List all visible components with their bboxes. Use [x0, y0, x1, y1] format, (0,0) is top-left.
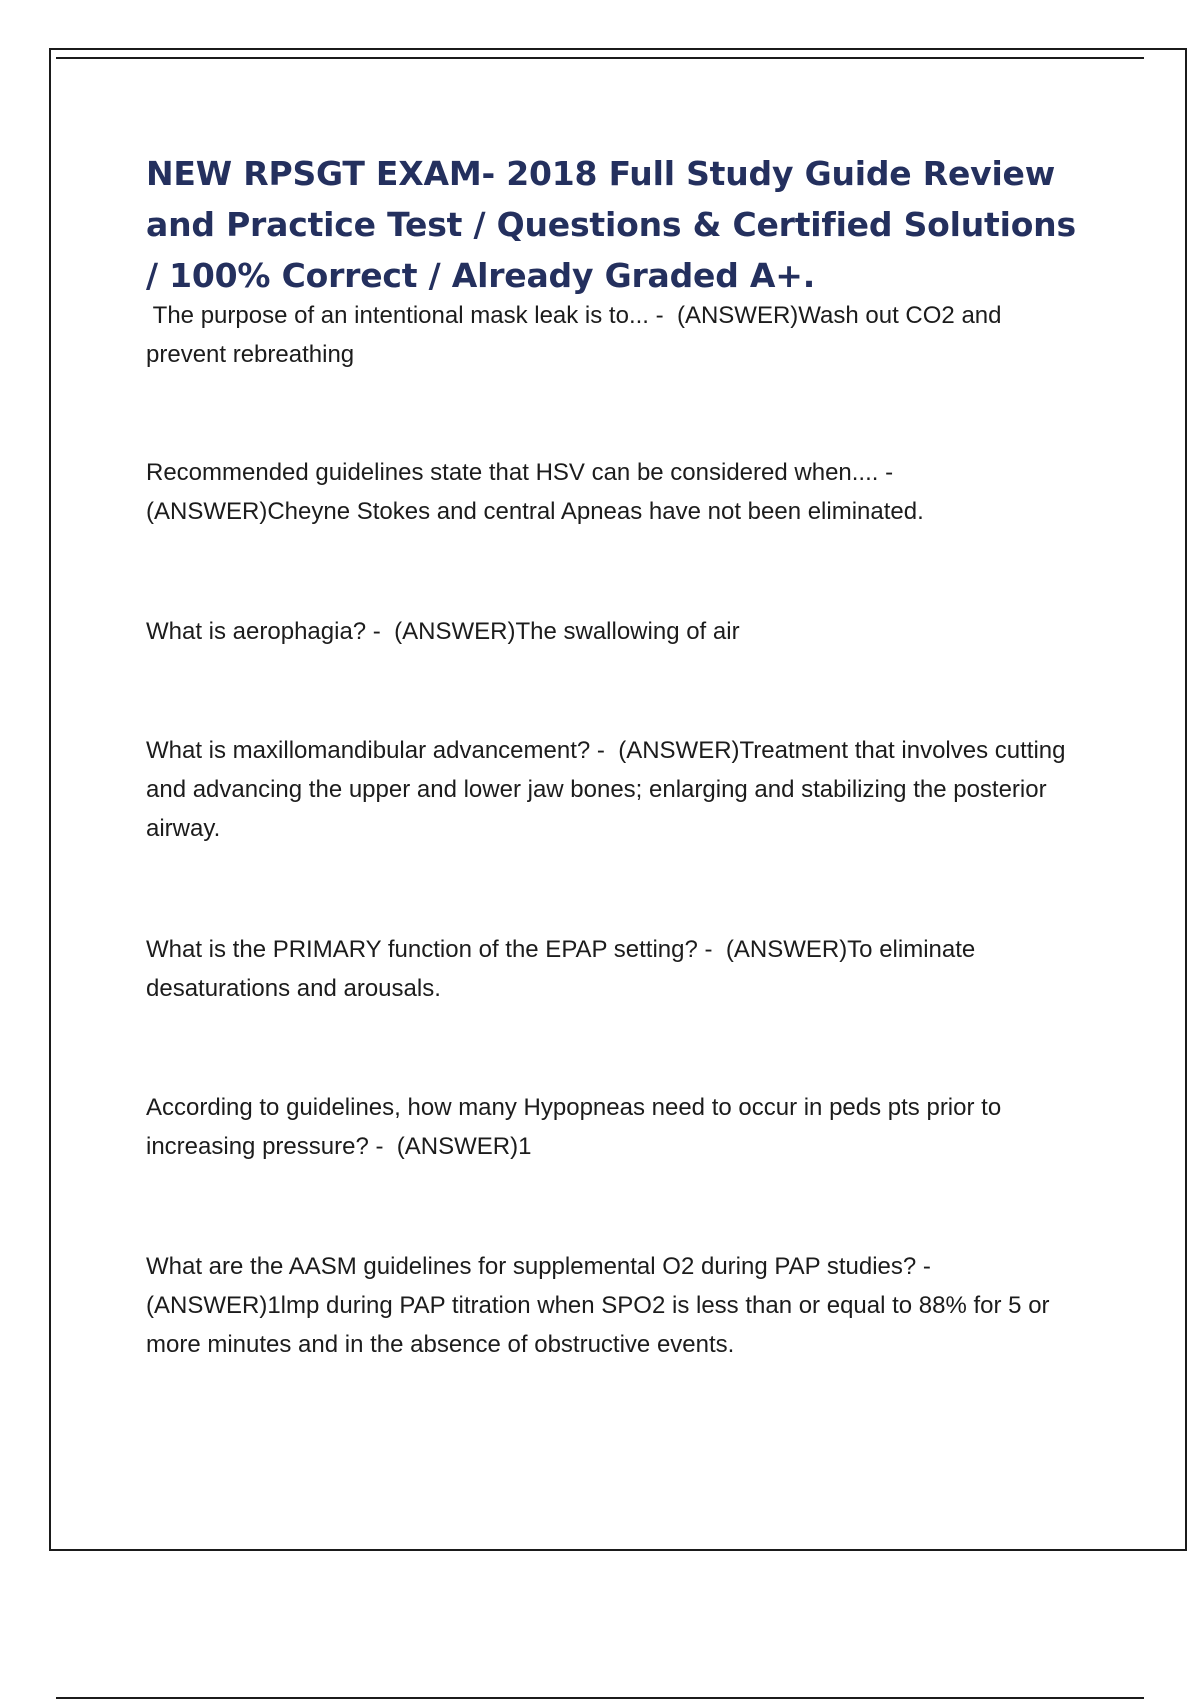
question-text: What are the AASM guidelines for supplemental O2 during PAP studies? - — [146, 1253, 938, 1280]
question-text: According to guidelines, how many Hypopneas need to occur in peds pts prior to increasing pressure? - — [146, 1094, 1008, 1160]
answer-text: (ANSWER)1 — [390, 1133, 532, 1160]
answer-text: (ANSWER)To eliminate desaturations and arousals. — [146, 936, 982, 1002]
qa-item — [146, 1088, 1086, 1166]
answer-text: (ANSWER)Wash out CO2 and prevent rebreathing — [146, 302, 1009, 368]
question-text: The purpose of an intentional mask leak is to... - — [146, 302, 671, 329]
question-text: What is maxillomandibular advancement? - — [146, 737, 612, 764]
qa-item — [146, 296, 1086, 374]
question-text: What is aerophagia? - — [146, 618, 388, 645]
answer-text: (ANSWER)Cheyne Stokes and central Apneas have not been eliminated. — [146, 498, 924, 525]
qa-item — [146, 453, 1086, 531]
qa-item — [146, 612, 1086, 651]
question-text: What is the PRIMARY function of the EPAP setting? - — [146, 936, 720, 963]
qa-item — [146, 930, 1086, 1008]
answer-text: (ANSWER)1lmp during PAP titration when SPO2 is less than or equal to 88% for 5 or more minutes and in the absence of obstructive events. — [146, 1292, 1057, 1358]
qa-item — [146, 731, 1086, 848]
question-text: Recommended guidelines state that HSV can be considered when.... - — [146, 459, 900, 486]
bottom-rule — [56, 1697, 1144, 1699]
answer-text: (ANSWER)The swallowing of air — [387, 618, 740, 645]
document-title: NEW RPSGT EXAM- 2018 Full Study Guide Review and Practice Test / Questions & Certified Solutions / 100% Correct / Already Graded A+. — [146, 154, 1076, 295]
qa-item — [146, 1247, 1086, 1364]
answer-text: (ANSWER)Treatment that involves cutting and advancing the upper and lower jaw bones; enlarging and stabilizing the posterior airway. — [146, 737, 1073, 842]
